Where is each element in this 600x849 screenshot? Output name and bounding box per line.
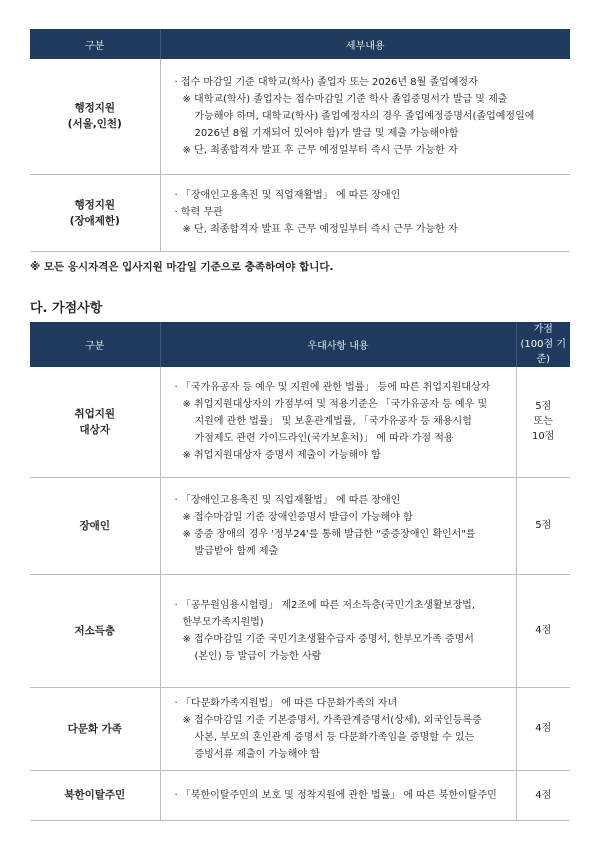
eligibility-note: ※ 모든 응시자격은 입사지원 마감일 기준으로 충족하여야 합니다. (30, 261, 334, 273)
category-label: 행정지원 (74, 198, 116, 211)
table-row (30, 59, 570, 174)
detail-note: ※ 중증 장애의 경우 '정부24'를 통해 발급한 "중증장애인 확인서"를 (182, 528, 476, 540)
qualification-table (30, 29, 570, 252)
detail-continuation: 가점제도 관련 가이드라인(국가보훈처)」 에 따라 가점 적용 (194, 433, 454, 445)
category-label: 장애인 (79, 519, 110, 532)
detail-bullet: · 「장애인고용촉진 및 직업재활법」 에 따른 장애인 (174, 190, 401, 201)
detail-note: ※ 접수마감일 기준 국민기초생활수급자 증명서, 한부모가족 증명서 (182, 633, 474, 645)
table-row (30, 367, 570, 477)
row-detail (160, 770, 516, 820)
row-category (30, 687, 160, 770)
detail-bullet: · 접수 마감일 기준 대학교(학사) 졸업자 또는 2026년 8월 졸업예정자 (174, 76, 478, 88)
category-label: 저소득층 (74, 624, 116, 637)
row-category (30, 477, 160, 574)
detail-continuation: (본인) 등 발급이 가능한 사람 (194, 650, 322, 662)
detail-bullet: · 「북한이탈주민의 보호 및 정착지원에 관한 법률」 에 따른 북한이탈주민 (174, 789, 497, 801)
points-value: 4점 (535, 723, 552, 734)
detail-note: ※ 취업지원대상자 증명서 제출이 가능해야 함 (182, 450, 381, 462)
category-label: 취업지원 (74, 407, 116, 420)
row-detail (160, 59, 570, 174)
row-category (30, 59, 160, 174)
detail-continuation: 사본, 부모의 혼인관계 증명서 등 다문화가족임을 증명할 수 있는 (194, 731, 475, 743)
detail-note: ※ 접수마감일 기준 기본증명서, 가족관계증명서(상세), 외국인등록증 (182, 714, 482, 726)
detail-continuation: 지원에 관한 법률」 및 보훈관계법률, 「국가유공자 등 채용시험 (194, 416, 472, 428)
category-label: 북한이탈주민 (64, 789, 126, 801)
row-detail (160, 367, 516, 477)
detail-bullet: · 학력 무관 (174, 207, 223, 218)
category-label: 다문화 가족 (67, 722, 122, 735)
row-category (30, 367, 160, 477)
row-detail (160, 174, 570, 251)
detail-bullet: · 「공무원임용시험령」 제2조에 따른 저소득층(국민기초생활보장법, (174, 599, 475, 611)
detail-continuation: 증빙서류 제출이 가능해야 함 (194, 748, 320, 760)
table-row (30, 477, 570, 574)
table-row (30, 770, 570, 820)
row-category (30, 174, 160, 251)
detail-bullet: · 「장애인고용촉진 및 직업재활법」 에 따른 장애인 (174, 494, 401, 506)
detail-continuation: 가능해야 하며, 대학교(학사) 졸업예정자의 경우 졸업예정증명서(졸업예정일에 (194, 110, 535, 122)
points-value: 4점 (535, 789, 552, 801)
category-label: 대상자 (79, 423, 110, 436)
detail-note: ※ 단, 최종합격자 발표 후 근무 예정일부터 즉시 근무 가능한 자 (182, 224, 458, 235)
table-row (30, 174, 570, 251)
detail-bullet: · 「다문화가족지원법」 에 따른 다문화가족의 자녀 (174, 697, 398, 709)
bonus-points-table (30, 322, 570, 821)
header-category: 구분 (30, 29, 160, 59)
row-points (516, 367, 570, 477)
points-value: 10점 (532, 431, 555, 443)
row-detail (160, 574, 516, 687)
category-label: (장애제한) (69, 214, 120, 227)
points-value: 4점 (535, 625, 552, 636)
row-detail (160, 687, 516, 770)
header-points-basis: (100점 기준) (520, 339, 566, 365)
detail-continuation: 한부모가족지원법) (182, 616, 264, 628)
points-value: 5점 (535, 401, 552, 413)
category-label: 행정지원 (74, 102, 116, 115)
category-label: (서울,인천) (67, 118, 122, 131)
header-points-label: 가점 (533, 324, 553, 335)
detail-continuation: 발급받아 함께 제출 (194, 545, 279, 557)
section-title: 다. 가점사항 (30, 301, 103, 316)
detail-note: ※ 접수마감일 기준 장애인증명서 발급이 가능해야 함 (182, 511, 413, 523)
row-points (516, 574, 570, 687)
detail-bullet: · 「국가유공자 등 예우 및 지원에 관한 법률」 등에 따른 취업지원대상자 (174, 382, 491, 394)
points-value: 5점 (535, 520, 552, 531)
header-detail: 우대사항 내용 (160, 322, 516, 367)
detail-note: ※ 단, 최종합격자 발표 후 근무 예정일부터 즉시 근무 가능한 자 (182, 144, 458, 156)
detail-continuation: 2026년 8월 기재되어 있어야 함)가 발급 및 제출 가능해야함 (194, 127, 459, 139)
row-detail (160, 477, 516, 574)
detail-note: ※ 취업지원대상자의 가점부여 및 적용기준은 「국가유공자 등 예우 및 (182, 399, 488, 411)
row-category (30, 574, 160, 687)
header-category: 구분 (30, 322, 160, 367)
table-row (30, 574, 570, 687)
row-category (30, 770, 160, 820)
row-points (516, 687, 570, 770)
table-row (30, 687, 570, 770)
header-detail: 세부내용 (160, 29, 570, 59)
row-points (516, 770, 570, 820)
detail-note: ※ 대학교(학사) 졸업자는 접수마감일 기준 학사 졸업증명서가 발급 및 제출 (182, 93, 508, 105)
row-points (516, 477, 570, 574)
points-value: 또는 (533, 416, 553, 428)
header-points (516, 322, 570, 367)
